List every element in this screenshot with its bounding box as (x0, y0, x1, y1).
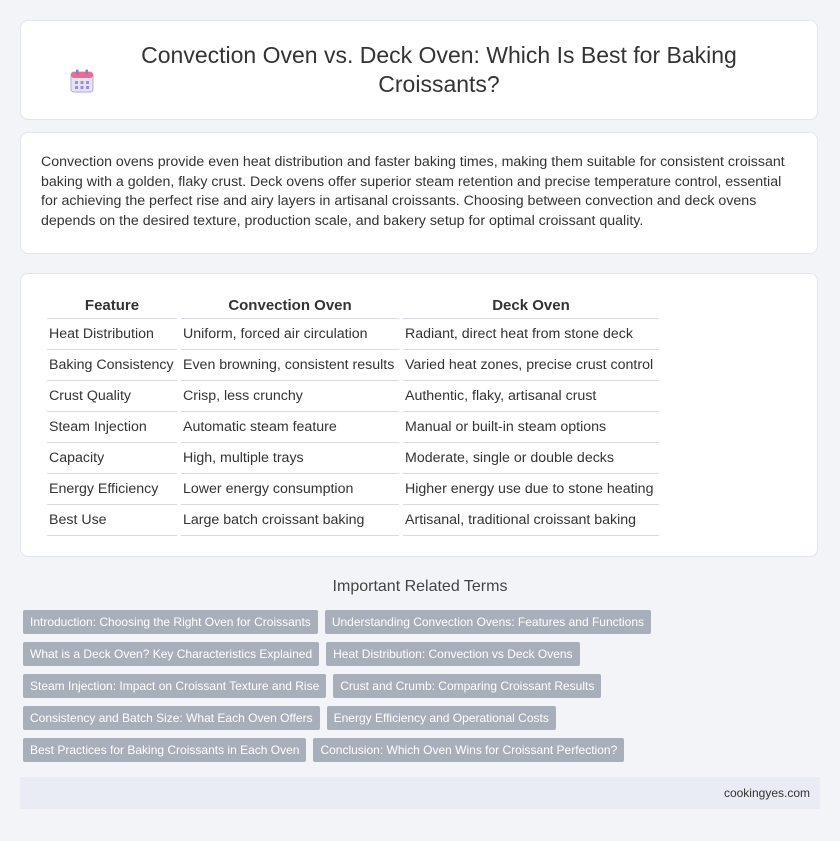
tag-row (23, 706, 823, 730)
table-cell: High, multiple trays (181, 443, 399, 474)
table-cell: Heat Distribution (47, 319, 177, 350)
related-tag[interactable]: Introduction: Choosing the Right Oven for Croissants (23, 610, 318, 634)
comparison-table (43, 292, 663, 536)
related-tag[interactable]: Heat Distribution: Convection vs Deck Ovens (326, 642, 579, 666)
table-cell: Steam Injection (47, 412, 177, 443)
table-cell: Artisanal, traditional croissant baking (403, 505, 659, 536)
table-row (47, 443, 659, 474)
table-cell: Energy Efficiency (47, 474, 177, 505)
related-terms (23, 610, 823, 770)
table-cell: Uniform, forced air circulation (181, 319, 399, 350)
comparison-card (20, 273, 818, 557)
tag-row (23, 674, 823, 698)
title-card (20, 20, 818, 120)
header-feature: Feature (47, 292, 177, 319)
table-cell: Manual or built-in steam options (403, 412, 659, 443)
table-header-row (47, 292, 659, 319)
intro-card (20, 132, 818, 254)
table-cell: Baking Consistency (47, 350, 177, 381)
table-cell: Crust Quality (47, 381, 177, 412)
table-cell: Varied heat zones, precise crust control (403, 350, 659, 381)
related-tag[interactable]: Consistency and Batch Size: What Each Oven Offers (23, 706, 320, 730)
table-cell: Even browning, consistent results (181, 350, 399, 381)
related-terms-title: Important Related Terms (332, 578, 508, 595)
table-cell: Higher energy use due to stone heating (403, 474, 659, 505)
table-cell: Authentic, flaky, artisanal crust (403, 381, 659, 412)
related-tag[interactable]: Understanding Convection Ovens: Features and Functions (325, 610, 651, 634)
related-tag[interactable]: Conclusion: Which Oven Wins for Croissant Perfection? (313, 738, 624, 762)
table-row (47, 474, 659, 505)
table-cell: Lower energy consumption (181, 474, 399, 505)
table-row (47, 412, 659, 443)
related-tag[interactable]: What is a Deck Oven? Key Characteristics Explained (23, 642, 319, 666)
table-cell: Large batch croissant baking (181, 505, 399, 536)
tag-row (23, 642, 823, 666)
table-cell: Automatic steam feature (181, 412, 399, 443)
table-cell: Capacity (47, 443, 177, 474)
footer (20, 777, 820, 809)
title-wrap (69, 41, 769, 99)
related-tag[interactable]: Steam Injection: Impact on Croissant Texture and Rise (23, 674, 326, 698)
table-cell: Crisp, less crunchy (181, 381, 399, 412)
header-deck: Deck Oven (403, 292, 659, 319)
related-tag[interactable]: Crust and Crumb: Comparing Croissant Results (333, 674, 601, 698)
page-title: Convection Oven vs. Deck Oven: Which Is Best for Baking Croissants? (141, 42, 737, 97)
intro-paragraph: Convection ovens provide even heat distribution and faster baking times, making them suitable for consistent croissant baking with a golden, flaky crust. Deck ovens offer superior steam retention and precise temperature control, essential for achieving the perfect rise and airy layers in artisanal croissants. Choosing between convection and deck ovens depends on the desired texture, production scale, and bakery setup for optimal croissant quality. (41, 154, 785, 229)
table-cell: Radiant, direct heat from stone deck (403, 319, 659, 350)
related-tag[interactable]: Best Practices for Baking Croissants in Each Oven (23, 738, 306, 762)
tag-row (23, 738, 823, 762)
table-row (47, 505, 659, 536)
table-row (47, 319, 659, 350)
header-convection: Convection Oven (181, 292, 399, 319)
table-row (47, 381, 659, 412)
calendar-icon (69, 68, 95, 94)
related-tag[interactable]: Energy Efficiency and Operational Costs (327, 706, 556, 730)
footer-site-link[interactable]: cookingyes.com (723, 786, 810, 800)
table-row (47, 350, 659, 381)
table-cell: Moderate, single or double decks (403, 443, 659, 474)
tag-row (23, 610, 823, 634)
table-cell: Best Use (47, 505, 177, 536)
